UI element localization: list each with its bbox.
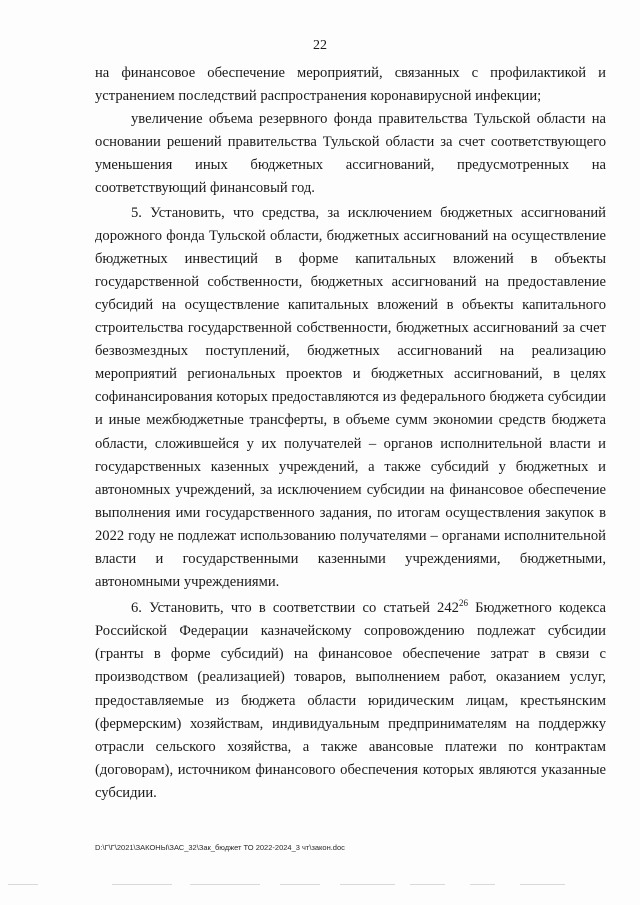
page-number: 22 — [313, 38, 327, 53]
paragraph-item-6-lead: 6. Установить, что в соответствии со статьей 242 — [131, 600, 459, 617]
paragraph-item-6 — [95, 597, 606, 805]
paragraph-continuation: на финансовое обеспечение мероприятий, связанных с профилактикой и устранением последствий распространения коронавирусной инфекции; — [95, 65, 606, 105]
scan-artifact-line — [0, 880, 640, 890]
footer-file-path: D:\Г\Г\2021\ЗАКОНЫ\ЗАС_32\Зак_бюджет ТО 2022-2024_3 чт\закон.doc — [95, 843, 345, 852]
paragraph-item-6-rest: Бюджетного кодекса Российской Федерации казначейскому сопровождению подлежат субсидии (гранты в форме субсидий) на финансовое обеспечение затрат в связи с производством (реализацией) товаров, выполнением работ, оказанием услуг, предоставляемые из бюджета области юридическим лицам, крестьянским (фермерским) хозяйствам, индивидуальным предпринимателям на поддержку отрасли сельского хозяйства, а также авансовые платежи по контрактам (договорам), источником финансового обеспечения которых являются указанные субсидии. — [95, 600, 606, 801]
document-body — [95, 62, 606, 805]
paragraph-reserve-fund: увеличение объема резервного фонда правительства Тульской области на основании решений правительства Тульской области за счет соответствующего уменьшения иных бюджетных ассигнований, предусмотренных на соответствующий финансовый год. — [95, 111, 606, 197]
paragraph-item-5: 5. Установить, что средства, за исключением бюджетных ассигнований дорожного фонда Тульской области, бюджетных ассигнований на осуществление бюджетных инвестиций в форме капитальных вложений в объекты государственной собственности, бюджетных ассигнований на предоставление субсидий на осуществление капитальных вложений в объекты капитального строительства государственной собственности, бюджетных ассигнований за счет безвозмездных поступлений, бюджетных ассигнований на реализацию мероприятий региональных проектов и бюджетных ассигнований, в целях софинансирования которых предоставляются из федерального бюджета субсидии и иные межбюджетные трансферты, в объеме сумм экономии средств бюджета области, сложившейся у их получателей – органов исполнительной власти и государственных казенных учреждений, а также субсидий у бюджетных и автономных учреждений, за исключением субсидии на финансовое обеспечение выполнения ими государственного задания, по итогам осуществления закупок в 2022 году не подлежат использованию получателями – органами исполнительной власти и государственными казенными учреждениями, бюджетными, автономными учреждениями. — [95, 204, 606, 591]
article-superscript: 26 — [458, 598, 468, 609]
